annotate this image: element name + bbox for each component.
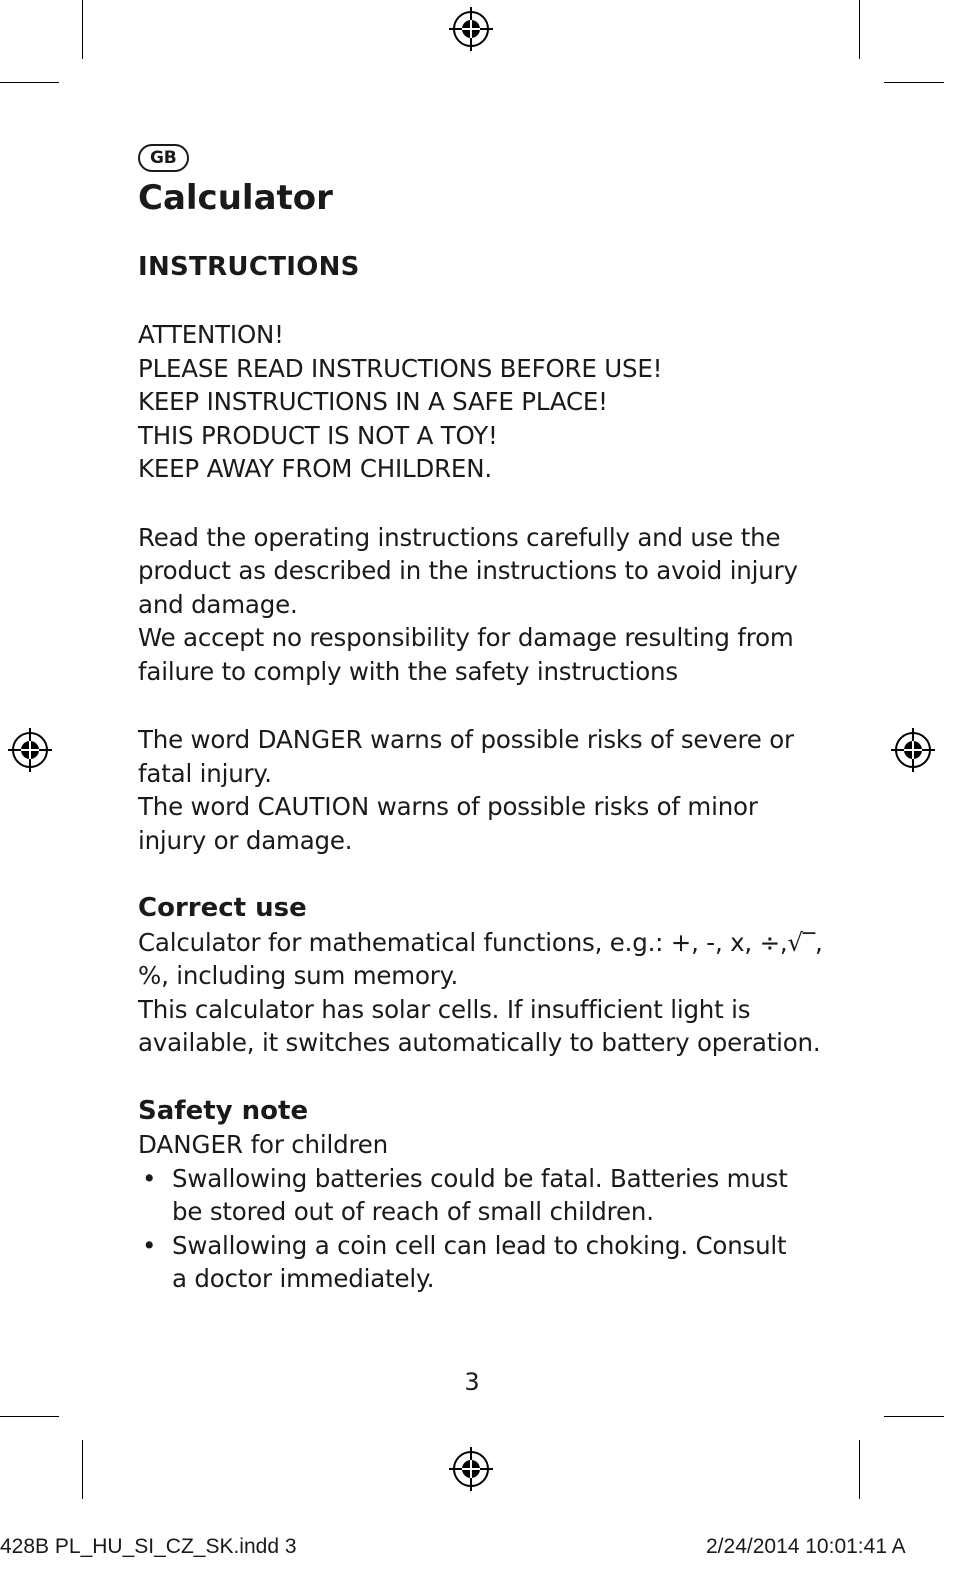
attention-line: PLEASE READ INSTRUCTIONS BEFORE USE!: [138, 353, 663, 383]
attention-block: [138, 318, 818, 486]
correct-use-line: Calculator for mathematical functions, e.g.: +, -, x, ÷,√‾,: [138, 927, 823, 957]
correct-use-heading: Correct use: [138, 893, 307, 923]
intro-line: We accept no responsibility for damage resulting from: [138, 623, 794, 652]
registration-mark-icon: [449, 1447, 493, 1491]
crop-mark: [884, 82, 944, 83]
bullet-line: be stored out of reach of small children.: [172, 1197, 654, 1226]
intro-paragraph: [138, 521, 818, 689]
danger-definition-cont: fatal injury.: [138, 758, 272, 788]
attention-line: KEEP AWAY FROM CHILDREN.: [138, 454, 492, 483]
crop-mark: [82, 1440, 83, 1499]
registration-mark-icon: [891, 728, 935, 772]
text: The word: [138, 792, 258, 821]
language-badge: GB: [138, 144, 189, 172]
slug-timestamp: 2/24/2014 10:01:41 A: [706, 1535, 906, 1558]
safety-note-section: [138, 1095, 818, 1296]
text: for children: [243, 1130, 388, 1159]
slug-filename: 428B PL_HU_SI_CZ_SK.indd 3: [0, 1535, 297, 1558]
caution-keyword: CAUTION: [257, 792, 370, 821]
attention-line: KEEP INSTRUCTIONS IN A SAFE PLACE!: [138, 387, 608, 416]
page-title: Calculator: [138, 178, 333, 218]
bullet-line: a doctor immediately.: [172, 1264, 435, 1293]
registration-mark-icon: [8, 728, 52, 772]
correct-use-line: available, it switches automatically to battery operation.: [138, 1028, 821, 1057]
attention-line: ATTENTION!: [138, 320, 284, 349]
page-content: [138, 138, 823, 1296]
bullet-line: Swallowing batteries could be fatal. Batteries must: [172, 1163, 788, 1193]
bullet-icon: •: [142, 1230, 157, 1260]
correct-use-line: This calculator has solar cells. If insufficient light is: [138, 994, 751, 1024]
intro-line: and damage.: [138, 589, 298, 619]
list-item: [138, 1229, 818, 1296]
caution-definition-cont: injury or damage.: [138, 825, 353, 855]
crop-mark: [859, 0, 860, 59]
text: The word: [138, 725, 258, 754]
crop-mark: [884, 1416, 944, 1417]
text: warns of possible risks of minor: [369, 792, 758, 821]
signal-words-paragraph: [138, 723, 818, 857]
list-item: [138, 1162, 818, 1229]
page-number: 3: [464, 1368, 480, 1396]
bullet-line: Swallowing a coin cell can lead to choking. Consult: [172, 1230, 787, 1260]
registration-mark-icon: [449, 7, 493, 51]
text: warns of possible risks of severe or: [362, 725, 794, 754]
danger-keyword: DANGER: [257, 725, 363, 754]
crop-mark: [0, 82, 59, 83]
safety-note-heading: Safety note: [138, 1095, 309, 1126]
intro-line: Read the operating instructions carefully and use the: [138, 522, 781, 552]
danger-definition: [138, 723, 818, 757]
crop-mark: [0, 1416, 59, 1417]
crop-mark: [859, 1440, 860, 1499]
intro-line: product as described in the instructions to avoid injury: [138, 556, 798, 585]
bullet-icon: •: [142, 1163, 157, 1193]
danger-children-line: [138, 1128, 818, 1162]
intro-line: failure to comply with the safety instructions: [138, 656, 678, 686]
attention-line: THIS PRODUCT IS NOT A TOY!: [138, 420, 498, 450]
correct-use-line: %, including sum memory.: [138, 961, 459, 990]
instructions-heading: INSTRUCTIONS: [138, 252, 360, 282]
safety-bullet-list: [138, 1162, 818, 1296]
caution-definition: [138, 790, 818, 824]
crop-mark: [82, 0, 83, 59]
danger-keyword: DANGER: [138, 1130, 244, 1159]
correct-use-section: [138, 892, 823, 1060]
